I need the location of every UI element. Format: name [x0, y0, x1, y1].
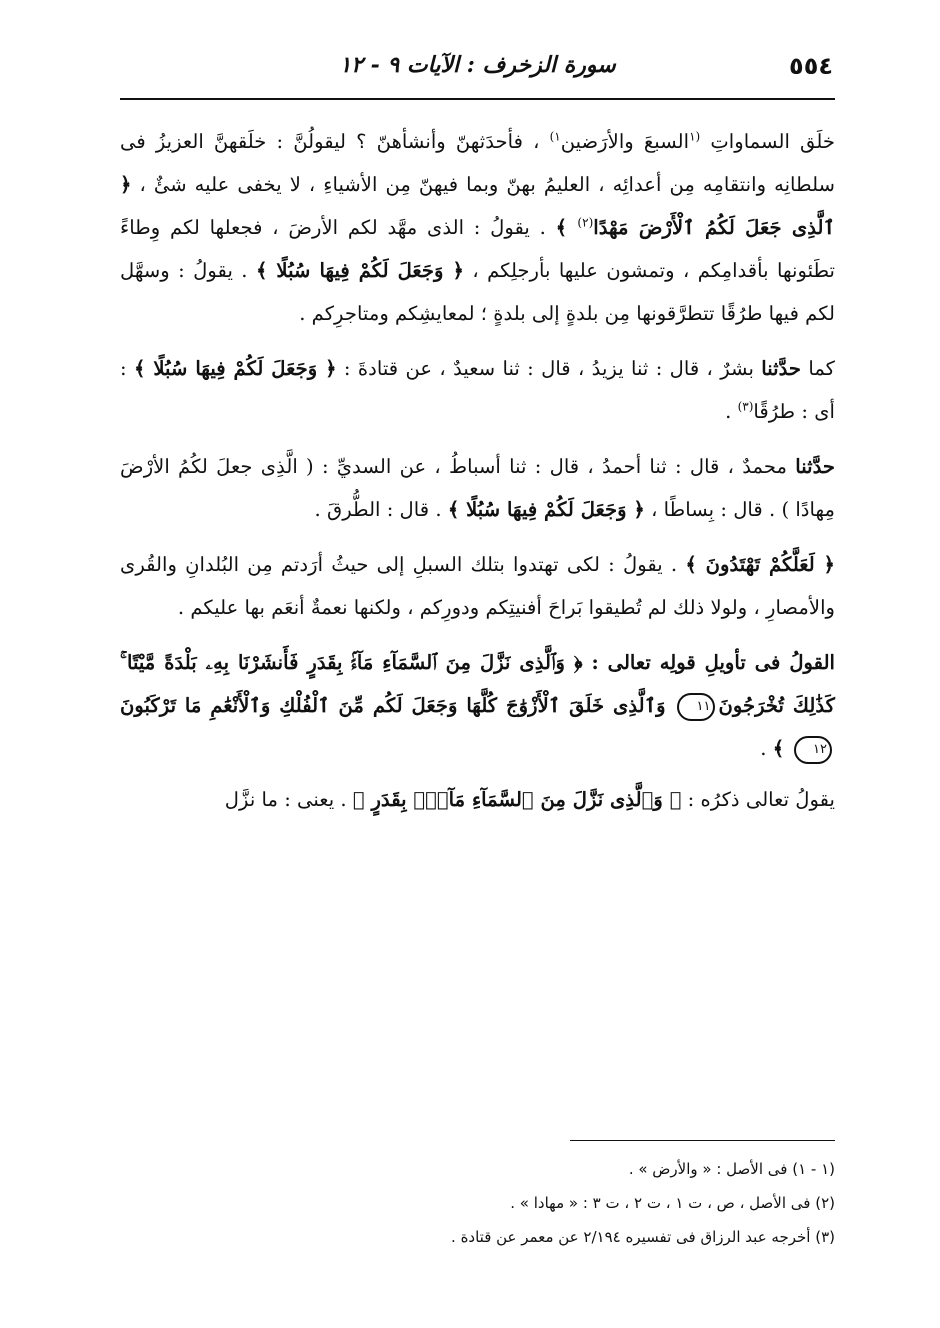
text-span: .	[760, 737, 773, 760]
text-span: السبعَ والأرَضين	[560, 130, 690, 153]
quran-quote: ﴿ وَجَعَلَ لَكُمْ فِيهَا سُبُلًا ﴾	[447, 498, 645, 521]
paragraph-6	[120, 778, 835, 821]
text-span: .	[725, 400, 738, 423]
paragraph-1	[120, 120, 835, 335]
text-span: : أى : طرُقًا	[120, 357, 835, 423]
quran-quote: ﴿ وَٱلَّذِى نَزَّلَ مِنَ ٱلسَّمَآءِ مَآءًۢ بِقَدَرٍ فَأَنشَرْنَا بِهِۦ بَلْدَةً مَّيْتًا ۚ كَذَٰلِكَ تُخْرَجُونَ	[120, 651, 835, 717]
quran-quote-end: ﴾	[772, 737, 791, 760]
paragraph-4	[120, 543, 835, 629]
narration-keyword: حدَّثنا	[795, 455, 835, 478]
text-span: كما	[801, 357, 835, 380]
footnote-ref-2: (٢)	[577, 215, 594, 230]
section-heading: القولُ فى تأويلِ قولِه تعالى :	[591, 651, 836, 674]
ayah-number-marker: ١١	[677, 693, 715, 721]
quran-quote: ﴿ وَٱلَّذِى نَزَّلَ مِنَ ٱلسَّمَآءِ مَآءًۢ بِقَدَرٍ ﴾	[352, 788, 682, 811]
text-span: . يعنى : ما نزَّل	[224, 788, 353, 811]
footnote-ref-3: (٣)	[737, 399, 754, 414]
text-span: . يقولُ : لكى تهتدوا بتلك السبلِ إلى حيثُ أرَدتم مِن البُلدانِ والقُرى والأمصارِ ، ولولا ذلك لم تُطيقوا بَراحَ أفنيتِكم ودورِكم ، ولكنها نعمةٌ أنعَم بها عليكم .	[120, 553, 835, 619]
quran-quote-end: ﴾	[555, 216, 578, 239]
page-number: ٥٥٤	[789, 52, 833, 80]
text-span: خلَق السماواتِ	[700, 130, 835, 153]
text-span: . قال : الطُّرقَ .	[314, 498, 448, 521]
running-title: سورة الزخرف : الآيات ٩ - ١٢	[339, 52, 616, 78]
footnote-separator	[570, 1140, 835, 1141]
footnote-1: (١ - ١) فى الأصل : « والأرض » .	[628, 1160, 835, 1178]
text-span: ، فأحدَثهنّ وأنشأهنّ ؟ ليقولُنَّ : خلَقهنَّ العزيزُ فى سلطانِه وانتقامِه مِن أعدائِه ، العليمُ بهنّ وبما فيهنّ مِن الأشياءِ ، لا يخفى عليه شئٌ ،	[120, 130, 835, 196]
paragraph-5	[120, 641, 835, 770]
ayah-number-marker: ١٢	[794, 736, 832, 764]
paragraph-2	[120, 347, 835, 433]
footnote-ref-1-open: (١	[689, 129, 701, 144]
page-header	[120, 40, 835, 100]
paragraph-3	[120, 445, 835, 531]
text-span: . يقولُ : الذى مهَّد لكم الأرضَ ، فجعلها لكم وِطاءً تطَئونها بأقدامِكم ، وتمشون عليها بأرجلِكم ،	[120, 216, 836, 282]
narration-keyword: حدَّثنا	[761, 357, 802, 380]
footnote-2: (٢) فى الأصل ، ص ، ت ١ ، ت ٢ ، ت ٣ : « مهادا » .	[510, 1194, 835, 1212]
book-page	[120, 40, 835, 1280]
quran-quote: ﴿ وَجَعَلَ لَكُمْ فِيهَا سُبُلًا ﴾	[255, 259, 464, 282]
main-text	[120, 120, 835, 821]
text-span: . يقولُ : وسهَّل لكم فيها طرُقًا تتطرَّقونها مِن بلدةٍ إلى بلدةٍ ؛ لمعايشِكم ومتاجرِكم .	[120, 259, 835, 325]
footnote-3: (٣) أخرجه عبد الرزاق فى تفسيره ٢/١٩٤ عن معمر عن قتادة .	[451, 1228, 835, 1246]
quran-quote: ﴿ لَعَلَّكُمْ تَهْتَدُونَ ﴾	[685, 553, 835, 576]
quran-quote: ﴿ ٱلَّذِى جَعَلَ لَكُمُ ٱلْأَرْضَ مَهْدًا	[120, 173, 835, 239]
text-span: محمدٌ ، قال : ثنا أحمدُ ، قال : ثنا أسباطُ ، عن السديِّ : ( الَّذِى جعلَ لكُمُ الأرْضَ مِهادًا ) . قال : بِساطًا ،	[120, 455, 835, 521]
quran-quote: وَٱلَّذِى خَلَقَ ٱلْأَزْوَٰجَ كُلَّهَا وَجَعَلَ لَكُم مِّنَ ٱلْفُلْكِ وَٱلْأَنْعَٰمِ مَا تَرْكَبُونَ	[120, 694, 675, 717]
quran-quote: ﴿ وَجَعَلَ لَكُمْ فِيهَا سُبُلًا ﴾	[133, 357, 337, 380]
footnote-ref-1-close: ١)	[549, 129, 561, 144]
footnotes	[120, 1152, 835, 1254]
text-span: بشرٌ ، قال : ثنا يزيدُ ، قال : ثنا سعيدٌ ، عن قتادةَ :	[336, 357, 762, 380]
text-span: يقولُ تعالى ذكرُه :	[681, 788, 835, 811]
